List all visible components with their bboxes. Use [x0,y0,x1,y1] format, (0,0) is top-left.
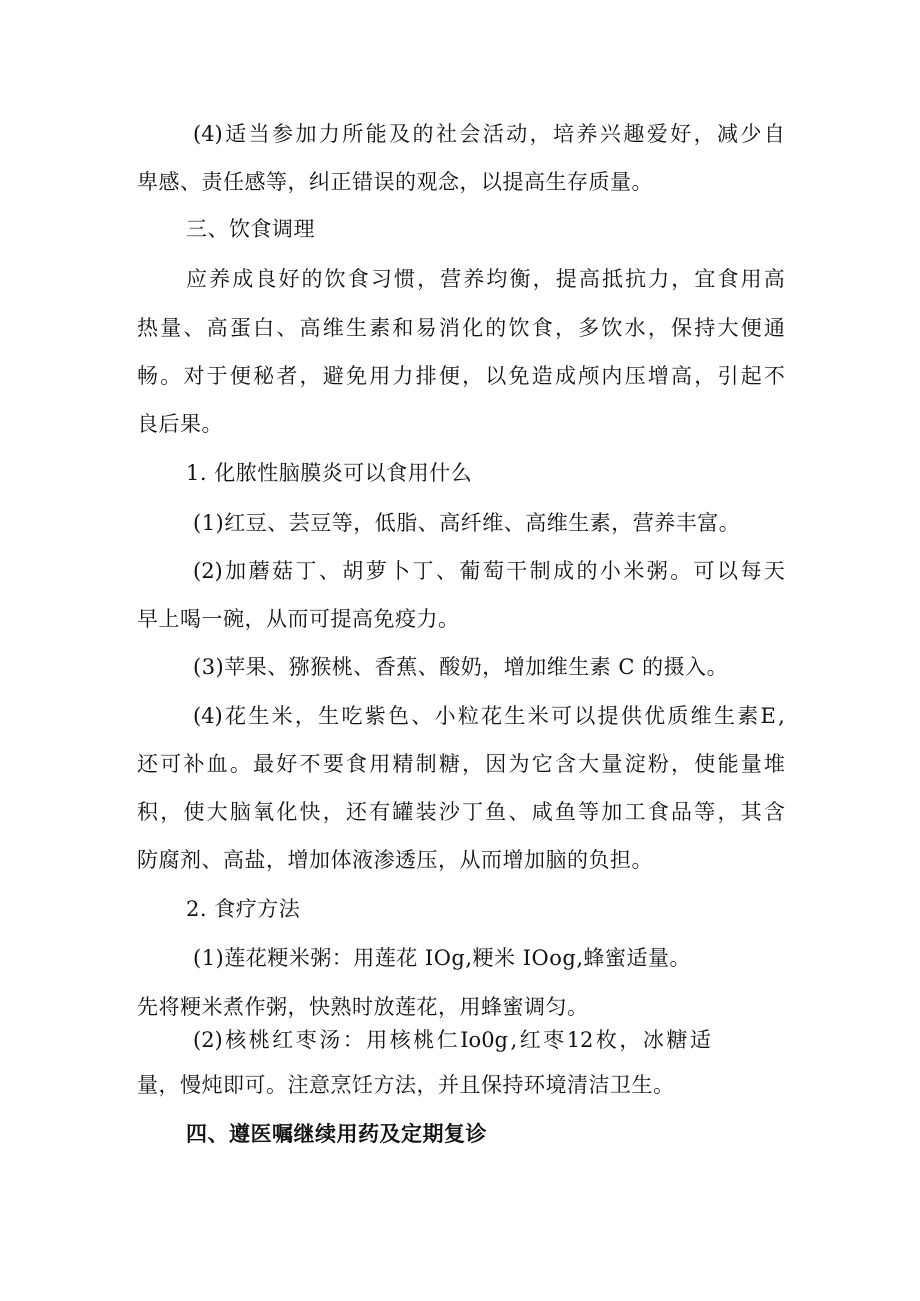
paragraph-line: 早上喝一碗，从而可提高免疫力。 [137,607,460,631]
paragraph-line: (2) 核 桃 红 枣 汤 ： 用 核 桃 仁 Io0g , 红 枣 12 枚 ， 冰 糖 适 [193,1028,711,1052]
subsection-heading: 1. 化脓性脑膜炎可以食用什么 [186,461,473,485]
paragraph-line: 卑感、责任感等，纠正错误的观念，以提高生存质量。 [137,170,653,194]
subsection-heading: 2. 食疗方法 [186,897,301,921]
paragraph-line: 还 可 补 血 。 最 好 不 要 食 用 精 制 糖 ， 因 为 它 含 大 量 淀 粉 ， 使 能 量 堆 [137,752,785,776]
paragraph-line: 先将粳米煮作粥，快熟时放莲花，用蜂蜜调匀。 [137,995,589,1019]
paragraph-line: (3)苹果、猕猴桃、香蕉、酸奶，增加维生素 C 的摄入。 [193,655,729,679]
paragraph-line: 积 ， 使 大 脑 氧 化 快 ， 还 有 罐 装 沙 丁 鱼 、 咸 鱼 等 加 工 食 品 等 ， 其 含 [137,800,785,824]
paragraph-line: 防腐剂、高盐，增加体液渗透压，从而增加脑的负担。 [137,848,653,872]
paragraph-line: 畅 。 对 于 便 秘 者 ， 避 免 用 力 排 便 ， 以 免 造 成 颅 内 压 增 高 ， 引 起 不 [137,364,785,388]
paragraph-line: 良后果。 [137,412,223,436]
paragraph-line: (1)红豆、芸豆等，低脂、高纤维、高维生素，营养丰富。 [193,511,741,535]
paragraph-line: 应 养 成 良 好 的 饮 食 习 惯 ， 营 养 均 衡 ， 提 高 抵 抗 力 ， 宜 食 用 高 [186,267,785,291]
section-heading: 四、遵医嘱继续用药及定期复诊 [186,1121,487,1146]
paragraph-line: 热 量 、 高 蛋 白 、 高 维 生 素 和 易 消 化 的 饮 食 ， 多 饮 水 ， 保 持 大 便 通 [137,316,785,340]
paragraph-line: 量，慢炖即可。注意烹饪方法，并且保持环境清洁卫生。 [137,1073,675,1097]
section-heading: 三、饮食调理 [186,217,315,241]
paragraph-line: (1)莲花粳米粥：用莲花 IOg,粳米 IOog,蜂蜜适量。 [193,946,691,970]
paragraph-line: (4) 花 生 米 ， 生 吃 紫 色 、 小 粒 花 生 米 可 以 提 供 优 质 维 生 素 E , [193,704,785,728]
paragraph-line: (4) 适 当 参 加 力 所 能 及 的 社 会 活 动 ， 培 养 兴 趣 爱 好 ， 减 少 自 [193,122,785,146]
paragraph-line: (2) 加 蘑 菇 丁 、 胡 萝 卜 丁 、 葡 萄 干 制 成 的 小 米 粥 。 可 以 每 天 [193,559,785,583]
